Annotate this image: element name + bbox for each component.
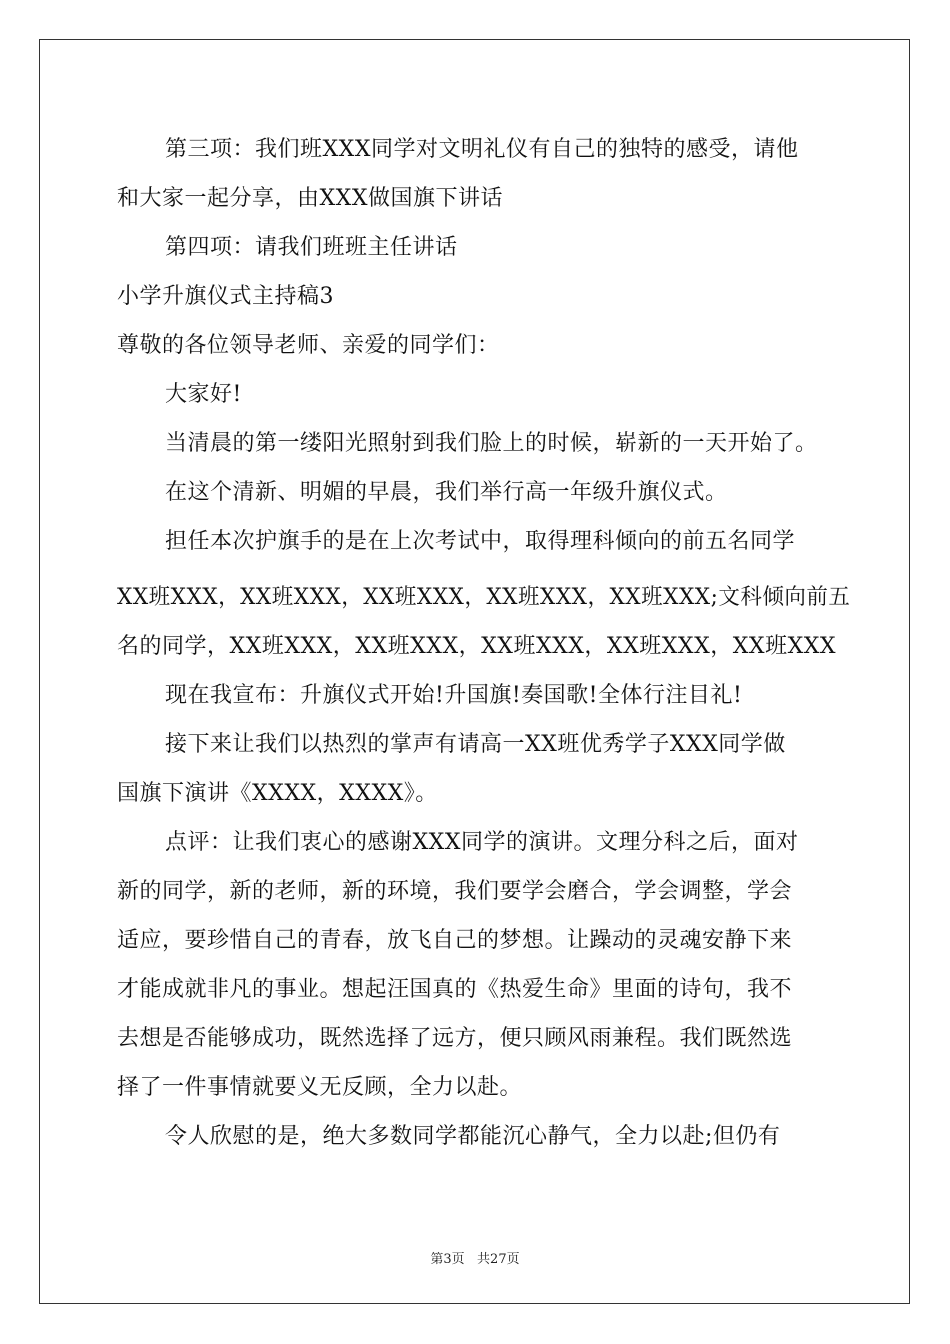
paragraph-line: 去想是否能够成功，既然选择了远方，便只顾风雨兼程。我们既然选 (117, 1026, 793, 1051)
paragraph-line: 担任本次护旗手的是在上次考试中，取得理科倾向的前五名同学 (165, 529, 796, 554)
page-border (39, 39, 910, 1304)
paragraph-line: 新的同学，新的老师，新的环境，我们要学会磨合，学会调整，学会 (117, 879, 793, 904)
paragraph-line: XX班XXX，XX班XXX，XX班XXX，XX班XXX，XX班XXX;文科倾向前五 (117, 585, 851, 610)
paragraph-line: 当清晨的第一缕阳光照射到我们脸上的时候，崭新的一天开始了。 (165, 431, 818, 456)
section-title: 小学升旗仪式主持稿3 (117, 284, 334, 309)
salutation: 尊敬的各位领导老师、亲爱的同学们： (117, 333, 500, 358)
paragraph-line: 名的同学，XX班XXX，XX班XXX，XX班XXX，XX班XXX，XX班XXX (117, 634, 837, 659)
paragraph-line: 现在我宣布：升旗仪式开始!升国旗!奏国歌!全体行注目礼! (165, 683, 743, 708)
paragraph-line: 才能成就非凡的事业。想起汪国真的《热爱生命》里面的诗句，我不 (117, 977, 793, 1002)
paragraph-line: 第四项：请我们班班主任讲话 (165, 235, 458, 260)
paragraph-line: 国旗下演讲《XXXX，XXXX》。 (117, 781, 438, 806)
paragraph-line: 择了一件事情就要义无反顾，全力以赴。 (117, 1075, 523, 1100)
paragraph-line: 第三项：我们班XXX同学对文明礼仪有自己的独特的感受，请他 (165, 137, 799, 162)
paragraph-line: 在这个清新、明媚的早晨，我们举行高一年级升旗仪式。 (165, 480, 728, 505)
paragraph-line: 令人欣慰的是，绝大多数同学都能沉心静气，全力以赴;但仍有 (165, 1124, 781, 1149)
paragraph-line: 接下来让我们以热烈的掌声有请高一XX班优秀学子XXX同学做 (165, 732, 786, 757)
paragraph-line: 适应，要珍惜自己的青春，放飞自己的梦想。让躁动的灵魂安静下来 (117, 928, 793, 953)
greeting: 大家好! (165, 382, 242, 407)
paragraph-line: 和大家一起分享，由XXX做国旗下讲话 (117, 186, 503, 211)
paragraph-line: 点评：让我们衷心的感谢XXX同学的演讲。文理分科之后，面对 (165, 830, 799, 855)
page-number-footer: 第3页 共27页 (430, 1252, 520, 1267)
